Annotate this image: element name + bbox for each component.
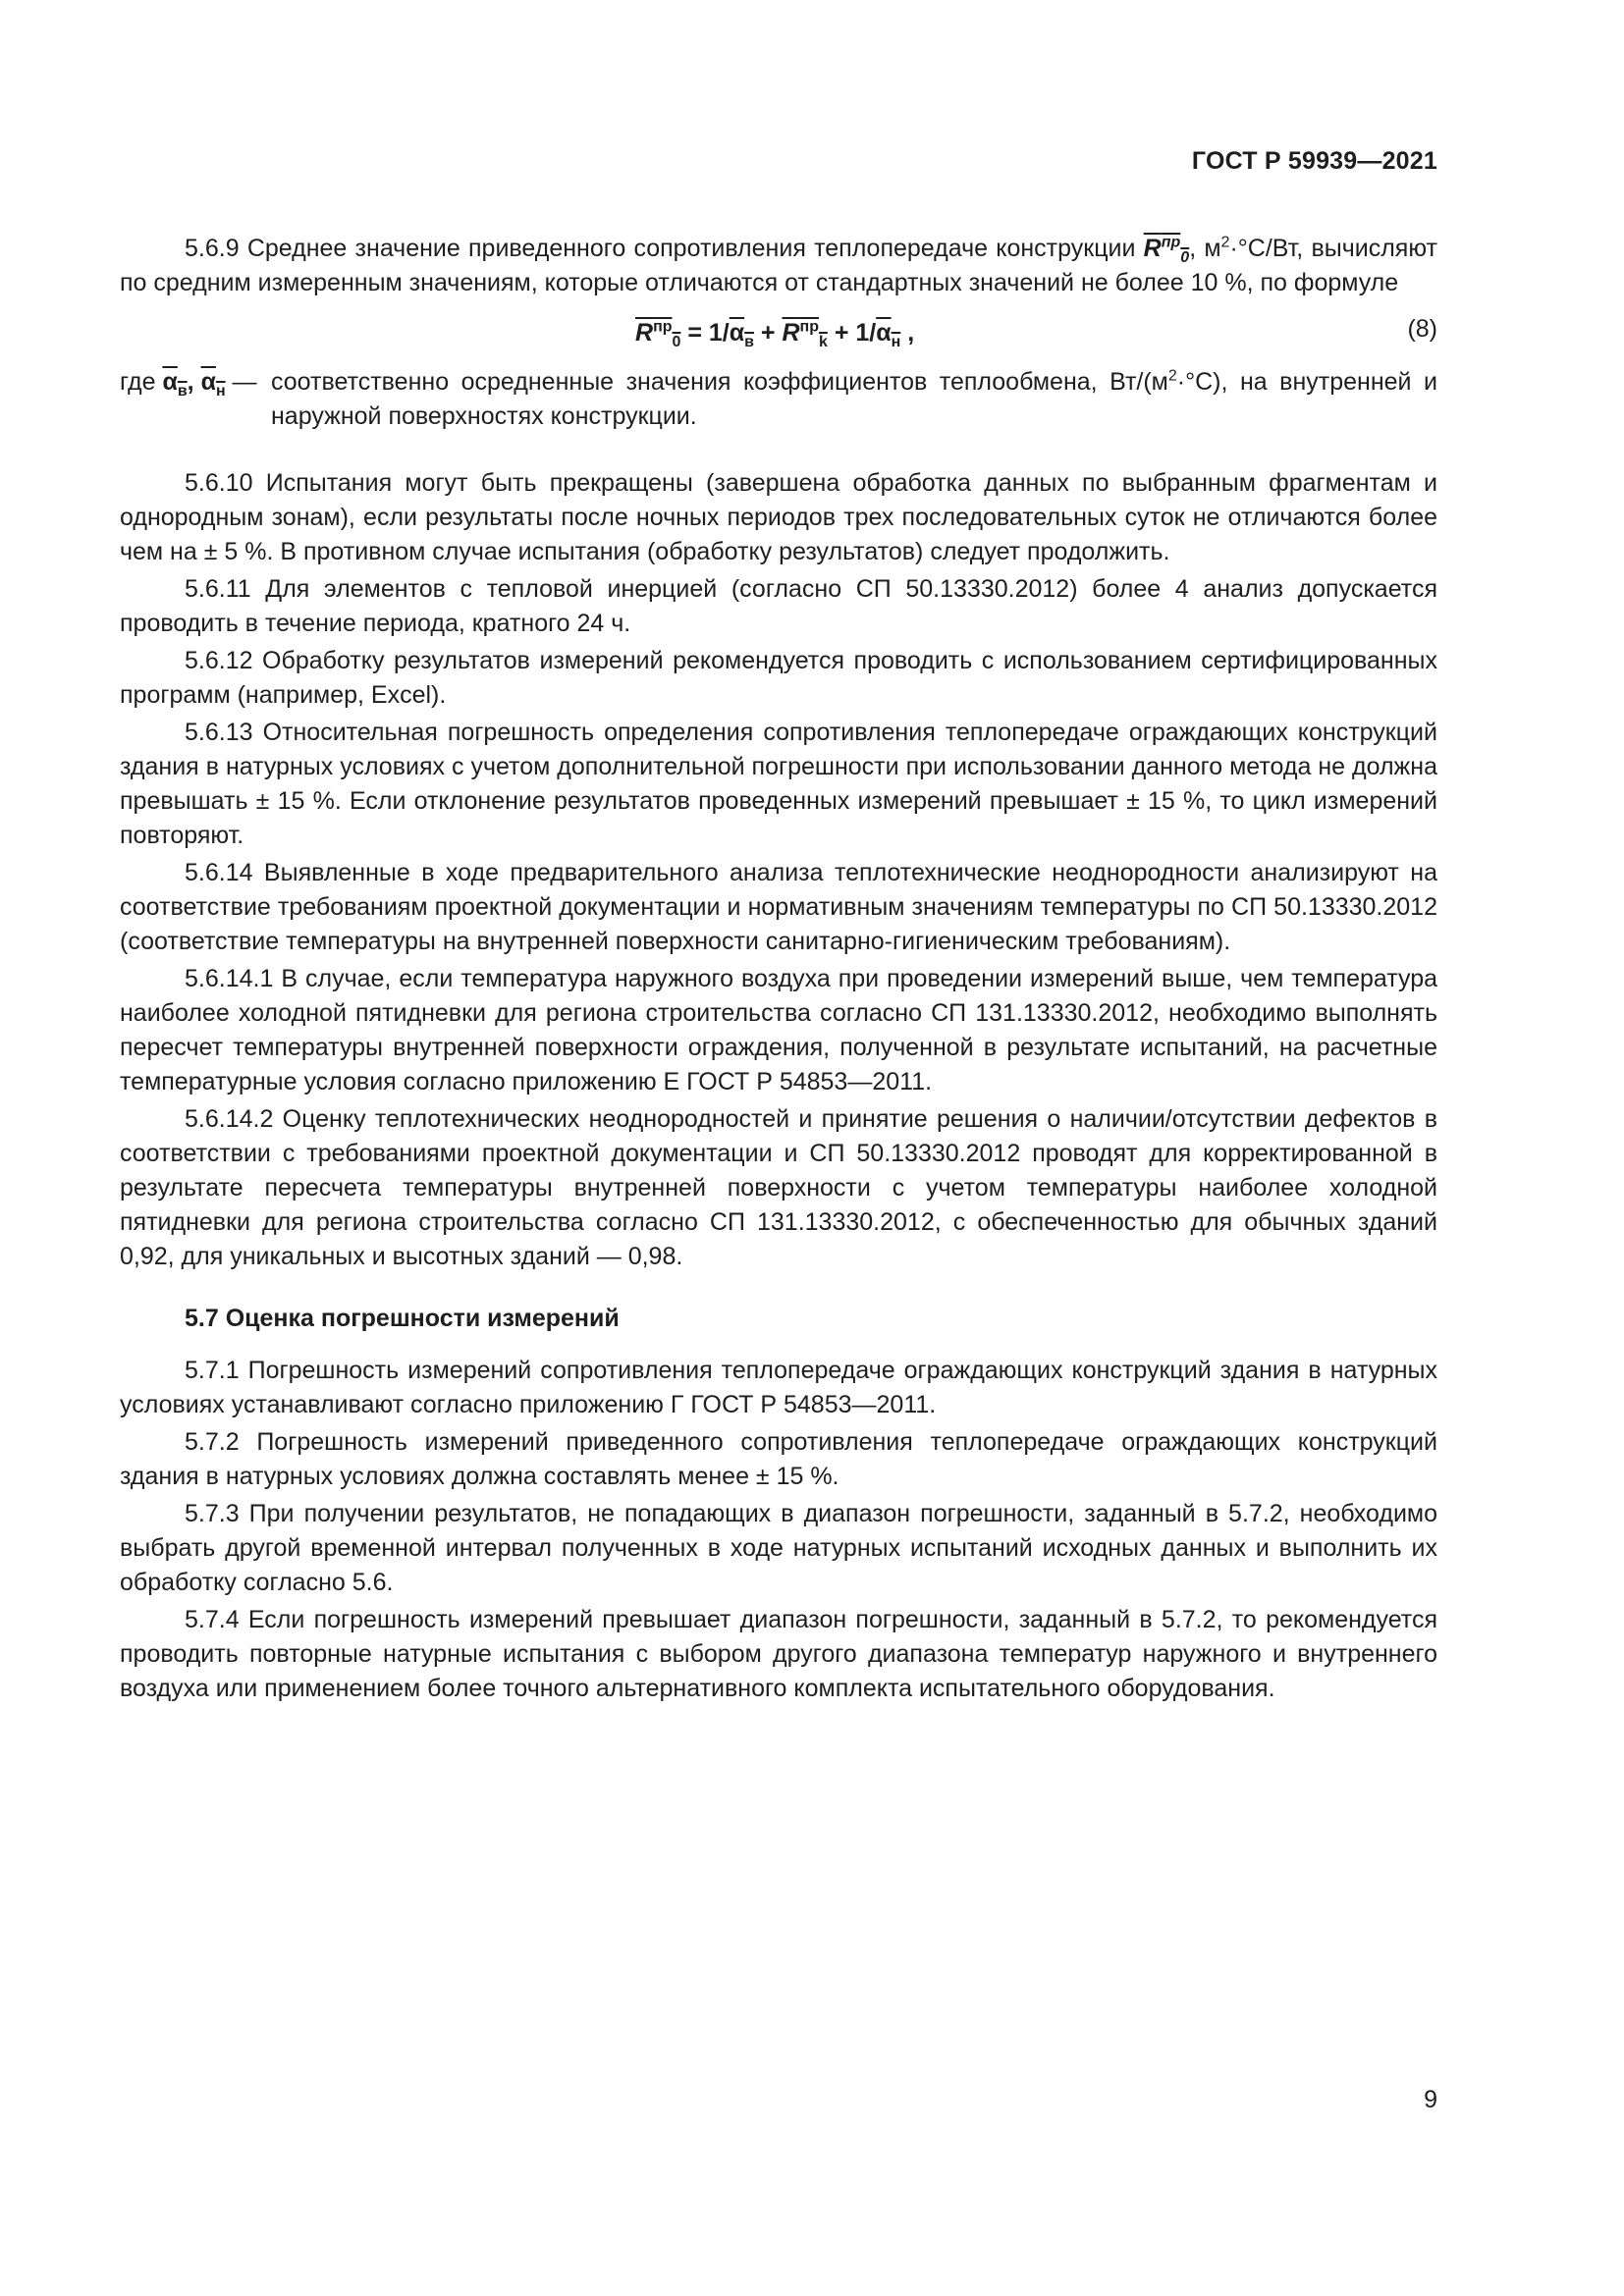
formula-expression: $R^{пр}_0 = 1/\alpha_в + R^{пр}_k + 1/\alpha_н$ , [635,318,915,350]
paragraph-5-6-11: 5.6.11 Для элементов с тепловой инерцией (согласно СП 50.13330.2012) более 4 анализ допускается проводить в течение периода, кратного 24 ч. [120,575,1437,637]
paragraph-5-6-12: 5.6.12 Обработку результатов измерений рекомендуется проводить с использованием сертифицированных программ (например, Excel). [120,647,1437,709]
paragraph-5-6-14-1: 5.6.14.1 В случае, если температура наружного воздуха при проведении измерений выше, чем температура наиболее холодной пятидневки для региона строительства согласно СП 131.13330.2012, необходимо выполнять пересчет температуры внутренней поверхности ограждения, полученной в результате испытаний, на расчетные температурные условия согласно приложению Е ГОСТ Р 54853—2011. [120,965,1437,1095]
paragraph-5-7-1: 5.7.1 Погрешность измерений сопротивления теплопередаче ограждающих конструкций здания в натурных условиях устанавливают согласно приложению Г ГОСТ Р 54853—2011. [120,1357,1437,1418]
paragraph-5-6-14: 5.6.14 Выявленные в ходе предварительного анализа теплотехнические неоднородности анализируют на соответствие требованиям проектной документации и нормативным значениям температуры по СП 50.13330.2012 (соответствие температуры на внутренней поверхности санитарно-гигиеническим требованиям). [120,859,1437,955]
paragraph-5-7-4: 5.7.4 Если погрешность измерений превышает диапазон погрешности, заданный в 5.7.2, то рекомендуется проводить повторные натурные испытания с выбором другого диапазона температур наружного и внутреннего воздуха или применением более точного альтернативного комплекта испытательного оборудования. [120,1606,1437,1702]
formula-symbol-r0: $R^{пр}_0$ [1143,234,1190,266]
formula-8 [120,304,1437,365]
paragraph-5-6-14-2: 5.6.14.2 Оценку теплотехнических неоднородностей и принятие решения о наличии/отсутствии дефектов в соответствии с требованиями проектной документации и СП 50.13330.2012 проводят для корректированной в результате пересчета температуры внутренней поверхности с учетом температуры наиболее холодной пятидневки для региона строительства согласно СП 131.13330.2012, с обеспеченностью для обычных зданий 0,92, для уникальных и высотных зданий — 0,98. [120,1105,1437,1270]
document-header: ГОСТ Р 59939—2021 [1191,147,1437,175]
document-body [120,232,1437,1706]
formula-where-clause: где $\alpha_в$, $\alpha_н$ — соответственно осредненные значения коэффициентов теплообмена, $Вт/(м^2\cdot^\circ С)$, на внутренней и наружной поверхностях конструкции. [120,367,1437,430]
formula-number: (8) [1407,315,1437,343]
paragraph-5-6-10: 5.6.10 Испытания могут быть прекращены (завершена обработка данных по выбранным фрагментам и однородным зонам), если результаты после ночных периодов трех последовательных суток не отличаются более чем на ± 5 %. В противном случае испытания (обработку результатов) следует продолжить. [120,469,1437,565]
paragraph-5-7-3: 5.7.3 При получении результатов, не попадающих в диапазон погрешности, заданный в 5.7.2, необходимо выбрать другой временной интервал полученных в ходе натурных испытаний исходных данных и выполнить их обработку согласно 5.6. [120,1500,1437,1596]
section-heading-5-7: 5.7 Оценка погрешности измерений [185,1305,620,1332]
paragraph-5-6-9: 5.6.9 Среднее значение приведенного сопротивления теплопередаче конструкции $R^{пр}_0$, $м^2\cdot^\circ С/Вт$, вычисляют по средним измеренным значениям, которые отличаются от стандартных значений не более 10 %, по формуле [120,234,1437,296]
page-number: 9 [1424,2086,1437,2113]
paragraph-5-7-2: 5.7.2 Погрешность измерений приведенного сопротивления теплопередаче ограждающих конструкций здания в натурных условиях должна составлять менее ± 15 %. [120,1428,1437,1490]
paragraph-5-6-13: 5.6.13 Относительная погрешность определения сопротивления теплопередаче ограждающих конструкций здания в натурных условиях с учетом дополнительной погрешности при использовании данного метода не должна превышать ± 15 %. Если отклонение результатов проведенных измерений превышает ± 15 %, то цикл измерений повторяют. [120,719,1437,849]
